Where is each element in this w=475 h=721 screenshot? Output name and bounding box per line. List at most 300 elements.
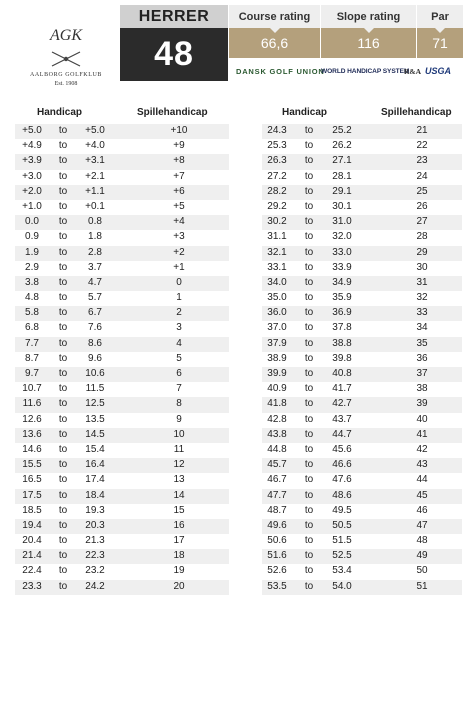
playing-handicap: 50	[416, 565, 428, 577]
handicap-from: 26.3	[267, 155, 287, 167]
range-word: to	[58, 261, 68, 273]
range-word: to	[58, 550, 68, 562]
slope-rating-value: 116	[321, 28, 416, 58]
handicap-to: 37.8	[332, 322, 352, 334]
handicap-to: 54.0	[332, 580, 352, 592]
table-row	[15, 291, 229, 306]
table-row	[262, 306, 462, 321]
table-row	[262, 367, 462, 382]
handicap-to: 2.8	[88, 246, 102, 258]
handicap-from: 21.4	[22, 550, 42, 562]
table-row	[15, 489, 229, 504]
table-row	[15, 215, 229, 230]
table-row	[262, 549, 462, 564]
handicap-to: 46.6	[332, 459, 352, 471]
range-word: to	[304, 489, 314, 501]
handicap-header: Handicap	[37, 107, 83, 118]
table-row	[15, 246, 229, 261]
handicap-table-right	[262, 104, 462, 595]
range-word: to	[58, 292, 68, 304]
handicap-from: 4.8	[25, 292, 39, 304]
range-word: to	[304, 292, 314, 304]
table-row	[15, 504, 229, 519]
table-row	[262, 185, 462, 200]
range-word: to	[58, 200, 68, 212]
range-word: to	[304, 185, 314, 197]
handicap-to: 32.0	[332, 231, 352, 243]
usga-logo: USGA	[425, 66, 452, 76]
range-word: to	[304, 170, 314, 182]
range-word: to	[58, 580, 68, 592]
handicap-from: +5.0	[22, 125, 42, 136]
handicap-from: 29.2	[267, 200, 287, 212]
playing-handicap: 36	[416, 352, 428, 364]
course-rating-notch	[270, 28, 280, 33]
table-row	[15, 124, 229, 139]
range-word: to	[58, 155, 68, 167]
handicap-to: 38.8	[332, 337, 352, 349]
playing-handicap: 51	[416, 580, 428, 592]
handicap-from: 35.0	[267, 292, 287, 304]
handicap-from: 2.9	[25, 261, 39, 273]
handicap-from: 36.0	[267, 307, 287, 319]
handicap-from: 13.6	[22, 428, 42, 440]
playing-handicap: 22	[416, 140, 428, 152]
handicap-from: +3.9	[22, 155, 42, 167]
whs-logo: WORLD HANDICAP SYSTEM	[321, 67, 410, 75]
range-word: to	[304, 413, 314, 425]
range-word: to	[58, 398, 68, 410]
handicap-from: 17.5	[22, 489, 42, 501]
playing-handicap: 10	[173, 428, 185, 440]
ra-logo: R&A	[404, 66, 422, 76]
range-word: to	[304, 398, 314, 410]
playing-handicap: 32	[416, 292, 428, 304]
handicap-from: 28.2	[267, 185, 287, 197]
range-word: to	[304, 368, 314, 379]
table-row	[15, 170, 229, 185]
playing-handicap: 48	[416, 535, 428, 547]
handicap-from: +2.0	[22, 185, 42, 197]
handicap-to: 1.8	[88, 231, 102, 243]
playing-handicap: 1	[176, 292, 182, 304]
handicap-to: 40.8	[332, 368, 352, 379]
range-word: to	[58, 352, 68, 364]
table-row	[262, 154, 462, 169]
range-word: to	[58, 307, 68, 319]
handicap-to: +5.0	[85, 125, 105, 136]
range-word: to	[304, 261, 314, 273]
playing-handicap: 31	[416, 276, 428, 288]
handicap-to: 36.9	[332, 307, 352, 319]
handicap-from: +4.9	[22, 140, 42, 152]
course-rating-label: Course rating	[229, 5, 320, 28]
playing-handicap: 34	[416, 322, 428, 334]
range-word: to	[304, 231, 314, 243]
range-word: to	[58, 140, 68, 152]
handicap-to: 48.6	[332, 489, 352, 501]
table-row	[262, 215, 462, 230]
handicap-from: 46.7	[267, 474, 287, 486]
range-word: to	[304, 352, 314, 364]
table-row	[262, 534, 462, 549]
range-word: to	[304, 443, 314, 455]
handicap-from: 38.9	[267, 352, 287, 364]
table-row	[15, 564, 229, 579]
playing-handicap: 30	[416, 261, 428, 273]
range-word: to	[304, 307, 314, 319]
handicap-to: 27.1	[332, 155, 352, 167]
playing-handicap: +8	[173, 155, 185, 167]
table-header	[15, 104, 229, 124]
course-rating-value: 66,6	[229, 28, 320, 58]
table-row	[15, 185, 229, 200]
handicap-to: 18.4	[85, 489, 105, 501]
handicap-from: 24.3	[267, 125, 287, 136]
playing-handicap: 26	[416, 200, 428, 212]
playing-handicap: 12	[173, 459, 185, 471]
handicap-to: +1.1	[85, 185, 105, 197]
playing-handicap: 7	[176, 383, 182, 395]
table-row	[15, 154, 229, 169]
playing-handicap: 43	[416, 459, 428, 471]
par-strokes-value: 48	[120, 28, 228, 81]
playing-handicap: 16	[173, 519, 185, 531]
handicap-to: 29.1	[332, 185, 352, 197]
playing-handicap: +1	[173, 261, 185, 273]
table-row	[262, 276, 462, 291]
table-row	[262, 170, 462, 185]
playing-handicap: 39	[416, 398, 428, 410]
handicap-to: 22.3	[85, 550, 105, 562]
handicap-from: 45.7	[267, 459, 287, 471]
playing-handicap: 2	[176, 307, 182, 319]
playing-handicap: 37	[416, 368, 428, 379]
handicap-from: 0.0	[25, 216, 39, 228]
range-word: to	[304, 337, 314, 349]
dgu-logo: DANSK GOLF UNION	[236, 66, 325, 76]
table-row	[15, 139, 229, 154]
handicap-from: 25.3	[267, 140, 287, 152]
range-word: to	[58, 216, 68, 228]
table-row	[262, 246, 462, 261]
handicap-to: 35.9	[332, 292, 352, 304]
table-row	[262, 382, 462, 397]
table-row	[15, 276, 229, 291]
handicap-to: +3.1	[85, 155, 105, 167]
table-row	[262, 489, 462, 504]
playing-handicap: 42	[416, 443, 428, 455]
handicap-from: 34.0	[267, 276, 287, 288]
range-word: to	[304, 276, 314, 288]
range-word: to	[58, 185, 68, 197]
handicap-from: 6.8	[25, 322, 39, 334]
playing-handicap: 5	[176, 352, 182, 364]
handicap-to: 33.9	[332, 261, 352, 273]
handicap-table-left	[15, 104, 229, 595]
handicap-to: 47.6	[332, 474, 352, 486]
table-header	[262, 104, 462, 124]
handicap-to: 10.6	[85, 368, 105, 379]
range-word: to	[304, 216, 314, 228]
handicap-from: 37.9	[267, 337, 287, 349]
table-row	[262, 428, 462, 443]
club-crest-icon	[18, 18, 114, 72]
handicap-to: 28.1	[332, 170, 352, 182]
playing-handicap: 45	[416, 489, 428, 501]
handicap-to: 49.5	[332, 504, 352, 516]
handicap-from: 27.2	[267, 170, 287, 182]
range-word: to	[304, 474, 314, 486]
playing-handicap: +3	[173, 231, 185, 243]
range-word: to	[58, 459, 68, 471]
handicap-to: 21.3	[85, 535, 105, 547]
playing-handicap: 46	[416, 504, 428, 516]
handicap-to: +4.0	[85, 140, 105, 152]
playing-handicap: 29	[416, 246, 428, 258]
table-row	[262, 139, 462, 154]
playing-handicap: 13	[173, 474, 185, 486]
handicap-to: 6.7	[88, 307, 102, 319]
range-word: to	[58, 337, 68, 349]
handicap-to: 16.4	[85, 459, 105, 471]
handicap-from: 37.0	[267, 322, 287, 334]
playing-handicap: 27	[416, 216, 428, 228]
table-row	[15, 321, 229, 336]
range-word: to	[304, 580, 314, 592]
playing-handicap: 44	[416, 474, 428, 486]
playing-handicap: 40	[416, 413, 428, 425]
range-word: to	[304, 519, 314, 531]
range-word: to	[304, 383, 314, 395]
table-row	[15, 230, 229, 245]
handicap-from: 39.9	[267, 368, 287, 379]
handicap-header: Handicap	[282, 107, 328, 118]
handicap-from: +1.0	[22, 200, 42, 212]
table-row	[262, 458, 462, 473]
handicap-to: 30.1	[332, 200, 352, 212]
handicap-to: 12.5	[85, 398, 105, 410]
handicap-from: 33.1	[267, 261, 287, 273]
playing-handicap: 18	[173, 550, 185, 562]
handicap-to: 11.5	[85, 383, 105, 395]
handicap-to: 34.9	[332, 276, 352, 288]
playing-handicap: 17	[173, 535, 185, 547]
table-row	[262, 473, 462, 488]
club-name: AALBORG GOLFKLUB	[29, 72, 103, 78]
table-row	[15, 367, 229, 382]
handicap-from: 51.6	[267, 550, 287, 562]
handicap-to: +2.1	[85, 170, 105, 182]
handicap-from: 7.7	[25, 337, 39, 349]
playing-handicap: 14	[173, 489, 185, 501]
range-word: to	[304, 535, 314, 547]
range-word: to	[58, 443, 68, 455]
table-row	[262, 504, 462, 519]
range-word: to	[304, 155, 314, 167]
playing-handicap: 23	[416, 155, 428, 167]
handicap-to: 31.0	[332, 216, 352, 228]
handicap-from: 49.6	[267, 519, 287, 531]
playing-handicap: 6	[176, 368, 182, 379]
playing-handicap: 20	[173, 580, 185, 592]
range-word: to	[304, 504, 314, 516]
handicap-to: +0.1	[85, 200, 105, 212]
playing-handicap: +7	[173, 170, 185, 182]
playing-handicap: 49	[416, 550, 428, 562]
range-word: to	[58, 474, 68, 486]
playing-handicap: 21	[416, 125, 428, 136]
playing-handicap: 33	[416, 307, 428, 319]
handicap-from: 41.8	[267, 398, 287, 410]
playing-handicap: 28	[416, 231, 428, 243]
range-word: to	[58, 322, 68, 334]
handicap-to: 4.7	[88, 276, 102, 288]
range-word: to	[304, 565, 314, 577]
playing-handicap: 3	[176, 322, 182, 334]
slope-rating-label: Slope rating	[321, 5, 416, 28]
handicap-from: 44.8	[267, 443, 287, 455]
handicap-from: 3.8	[25, 276, 39, 288]
range-word: to	[304, 200, 314, 212]
handicap-from: 47.7	[267, 489, 287, 501]
spillehandicap-header: Spillehandicap	[137, 107, 208, 118]
handicap-to: 3.7	[88, 261, 102, 273]
playing-handicap: 25	[416, 185, 428, 197]
handicap-from: 5.8	[25, 307, 39, 319]
handicap-from: 31.1	[267, 231, 287, 243]
playing-handicap: 8	[176, 398, 182, 410]
handicap-from: 43.8	[267, 428, 287, 440]
table-row	[15, 397, 229, 412]
table-row	[15, 473, 229, 488]
handicap-to: 15.4	[85, 443, 105, 455]
table-body	[262, 124, 462, 595]
handicap-from: 0.9	[25, 231, 39, 243]
handicap-from: 12.6	[22, 413, 42, 425]
table-row	[262, 352, 462, 367]
playing-handicap: +4	[173, 216, 185, 228]
slope-rating-notch	[364, 28, 374, 33]
table-row	[15, 428, 229, 443]
handicap-from: 16.5	[22, 474, 42, 486]
handicap-to: 42.7	[332, 398, 352, 410]
range-word: to	[58, 231, 68, 243]
table-row	[15, 580, 229, 595]
playing-handicap: +5	[173, 200, 185, 212]
handicap-to: 41.7	[332, 383, 352, 395]
handicap-to: 24.2	[85, 580, 105, 592]
table-row	[15, 549, 229, 564]
playing-handicap: 24	[416, 170, 428, 182]
handicap-from: 15.5	[22, 459, 42, 471]
handicap-to: 50.5	[332, 519, 352, 531]
handicap-to: 8.6	[88, 337, 102, 349]
playing-handicap: 11	[173, 443, 185, 455]
handicap-to: 20.3	[85, 519, 105, 531]
handicap-to: 7.6	[88, 322, 102, 334]
table-row	[262, 443, 462, 458]
range-word: to	[58, 170, 68, 182]
playing-handicap: 35	[416, 337, 428, 349]
table-row	[262, 321, 462, 336]
range-word: to	[58, 125, 68, 136]
playing-handicap: +10	[170, 125, 188, 136]
range-word: to	[304, 459, 314, 471]
table-row	[15, 352, 229, 367]
table-row	[15, 413, 229, 428]
range-word: to	[58, 428, 68, 440]
playing-handicap: +6	[173, 185, 185, 197]
handicap-to: 33.0	[332, 246, 352, 258]
table-row	[262, 337, 462, 352]
playing-handicap: +9	[173, 140, 185, 152]
handicap-to: 23.2	[85, 565, 105, 577]
handicap-to: 25.2	[332, 125, 352, 136]
handicap-from: 8.7	[25, 352, 39, 364]
range-word: to	[304, 322, 314, 334]
handicap-to: 39.8	[332, 352, 352, 364]
table-row	[262, 413, 462, 428]
table-row	[262, 200, 462, 215]
tee-label: HERRER	[120, 5, 228, 28]
handicap-from: 1.9	[25, 246, 39, 258]
range-word: to	[58, 535, 68, 547]
handicap-from: 50.6	[267, 535, 287, 547]
par-notch	[435, 28, 445, 33]
handicap-from: 9.7	[25, 368, 39, 379]
playing-handicap: 15	[173, 504, 185, 516]
range-word: to	[58, 504, 68, 516]
playing-handicap: 4	[176, 337, 182, 349]
handicap-to: 45.6	[332, 443, 352, 455]
handicap-to: 53.4	[332, 565, 352, 577]
handicap-to: 14.5	[85, 428, 105, 440]
table-row	[262, 519, 462, 534]
handicap-from: 18.5	[22, 504, 42, 516]
table-row	[15, 306, 229, 321]
handicap-from: 40.9	[267, 383, 287, 395]
range-word: to	[58, 368, 68, 379]
playing-handicap: 19	[173, 565, 185, 577]
handicap-from: 42.8	[267, 413, 287, 425]
handicap-to: 44.7	[332, 428, 352, 440]
handicap-from: 20.4	[22, 535, 42, 547]
table-row	[15, 519, 229, 534]
table-row	[15, 200, 229, 215]
handicap-from: 53.5	[267, 580, 287, 592]
table-row	[262, 230, 462, 245]
range-word: to	[58, 565, 68, 577]
table-row	[262, 261, 462, 276]
handicap-to: 5.7	[88, 292, 102, 304]
range-word: to	[304, 550, 314, 562]
range-word: to	[58, 519, 68, 531]
range-word: to	[304, 125, 314, 136]
table-row	[262, 564, 462, 579]
handicap-from: 11.6	[22, 398, 42, 410]
handicap-to: 19.3	[85, 504, 105, 516]
range-word: to	[58, 276, 68, 288]
handicap-to: 43.7	[332, 413, 352, 425]
spillehandicap-header: Spillehandicap	[381, 107, 452, 118]
handicap-to: 26.2	[332, 140, 352, 152]
range-word: to	[58, 383, 68, 395]
range-word: to	[58, 489, 68, 501]
range-word: to	[58, 413, 68, 425]
range-word: to	[304, 246, 314, 258]
table-row	[15, 458, 229, 473]
